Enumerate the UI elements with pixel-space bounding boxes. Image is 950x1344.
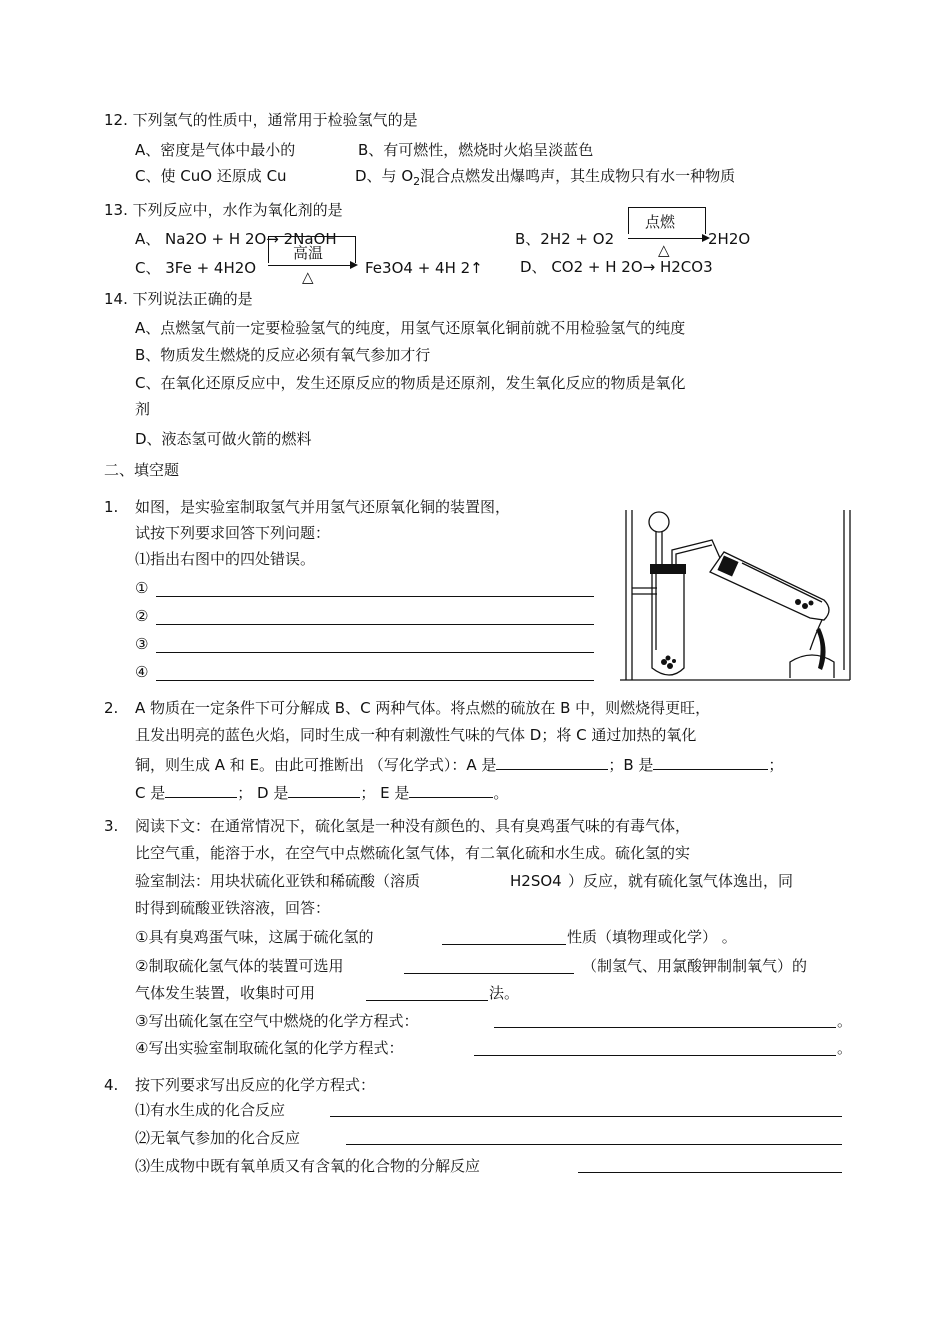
f4-b-answer-line[interactable] — [346, 1144, 842, 1145]
q14-option-d: D、液态氢可做火箭的燃料 — [135, 430, 312, 448]
f3-q2-answer-line[interactable] — [404, 973, 574, 974]
f1-line1: 如图，是实验室制取氢气并用氢气还原氧化铜的装置图， — [135, 498, 511, 516]
q12-stem: 12. 下列氢气的性质中，通常用于检验氢气的是 — [104, 111, 418, 129]
f3-q2-collect: 气体发生装置，收集时可用 — [135, 984, 316, 1002]
f3-q2-prompt: ②制取硫化氢气体的装置可选用 — [135, 957, 344, 975]
section-title: 二、填空题 — [104, 461, 180, 479]
q13-option-a: A、 Na2O + H 2O→ 2NaOH — [135, 230, 337, 248]
f1-mark-3: ③ — [135, 635, 149, 653]
q12-option-b: B、有可燃性，燃烧时火焰呈淡蓝色 — [358, 141, 594, 159]
f3-q3-end: 。 — [837, 1012, 853, 1030]
f2-answer-d[interactable] — [288, 781, 360, 798]
f3-q1-suffix: 性质（填物理或化学） 。 — [567, 928, 737, 946]
f3-line3a: 验室制法：用块状硫化亚铁和稀硫酸（溶质 — [135, 872, 421, 890]
q14-option-c-line1: C、在氧化还原反应中，发生还原反应的物质是还原剂，发生氧化反应的物质是氧化 — [135, 374, 686, 392]
f3-number: 3. — [104, 817, 119, 835]
f1-mark-4: ④ — [135, 663, 149, 681]
q13-option-b-left: B、2H2 + O2 — [515, 230, 615, 248]
f3-formula: H2SO4 — [510, 872, 562, 890]
q13-option-c-left: C、 3Fe + 4H2O — [135, 259, 257, 277]
f3-q2-collect-line[interactable] — [366, 1000, 488, 1001]
q14-option-a: A、点燃氢气前一定要检验氢气的纯度，用氢气还原氧化铜前就不用检验氢气的纯度 — [135, 319, 686, 337]
f2-line1: A 物质在一定条件下可分解成 B、C 两种气体。将点燃的硫放在 B 中，则燃烧得更旺， — [135, 699, 711, 717]
f2-number: 2. — [104, 699, 119, 717]
f3-line2: 比空气重，能溶于水，在空气中点燃硫化氢气体，有二氧化硫和水生成。硫化氢的实 — [135, 844, 691, 862]
f2-line3: 铜，则生成 A 和 E。由此可推断出 （写化学式）：A 是 ；B 是 ； — [135, 753, 783, 775]
f1-number: 1. — [104, 498, 119, 516]
f4-a-answer-line[interactable] — [330, 1116, 842, 1117]
f3-q1-prompt: ①具有臭鸡蛋气味，这属于硫化氢的 — [135, 928, 374, 946]
f3-q3-prompt: ③写出硫化氢在空气中燃烧的化学方程式： — [135, 1012, 419, 1030]
q13-b-arrow — [628, 238, 708, 239]
q13-option-c-right: Fe3O4 + 4H 2↑ — [365, 259, 483, 277]
f3-q4-end: 。 — [837, 1039, 853, 1057]
f2-answer-e[interactable] — [409, 781, 493, 798]
f3-line3c: ）反应，就有硫化氢气体逸出，同 — [568, 872, 794, 890]
f4-number: 4. — [104, 1076, 119, 1094]
f3-q4-answer-line[interactable] — [474, 1055, 836, 1056]
q13-c-condition-bottom: △ — [302, 268, 314, 286]
f1-answer-line-4[interactable] — [156, 680, 594, 681]
f3-q4-prompt: ④写出实验室制取硫化氢的化学方程式： — [135, 1039, 404, 1057]
f2-answer-c[interactable] — [165, 781, 237, 798]
f2-line4: C 是 ； D 是 ； E 是 。 — [135, 781, 508, 803]
f1-line3: ⑴指出右图中的四处错误。 — [135, 550, 316, 568]
q14-stem: 14. 下列说法正确的是 — [104, 290, 253, 308]
f3-line1: 阅读下文：在通常情况下，硫化氢是一种没有颜色的、具有臭鸡蛋气味的有毒气体， — [135, 817, 691, 835]
q12-option-c: C、使 CuO 还原成 Cu — [135, 167, 287, 185]
f4-a-prompt: ⑴有水生成的化合反应 — [135, 1101, 286, 1119]
q13-option-b-right: 2H2O — [708, 230, 751, 248]
q13-stem: 13. 下列反应中，水作为氧化剂的是 — [104, 201, 343, 219]
f1-mark-1: ① — [135, 579, 149, 597]
f1-answer-line-3[interactable] — [156, 652, 594, 653]
q12-option-d: D、与 $O_2$混合点燃发出爆鸣声，其生成物只有水一种物质 — [355, 167, 736, 188]
q13-b-condition-bottom: △ — [658, 241, 670, 259]
q14-option-c-line2: 剂 — [135, 400, 151, 418]
f1-line2: 试按下列要求回答下列问题： — [135, 524, 331, 542]
f3-line4: 时得到硫酸亚铁溶液，回答： — [135, 899, 331, 917]
f4-c-prompt: ⑶生成物中既有氧单质又有含氧的化合物的分解反应 — [135, 1157, 481, 1175]
f3-q2-method: 法。 — [489, 984, 520, 1002]
q14-option-b: B、物质发生燃烧的反应必须有氧气参加才行 — [135, 346, 431, 364]
f4-c-answer-line[interactable] — [578, 1172, 842, 1173]
hydrogen-apparatus-diagram — [612, 500, 857, 685]
f1-mark-2: ② — [135, 607, 149, 625]
q13-option-d: D、 CO2 + H 2O→ H2CO3 — [520, 258, 713, 276]
f2-answer-b[interactable] — [653, 753, 768, 770]
f3-q2-suffix: （制氢气、用氯酸钾制制氧气）的 — [582, 957, 808, 975]
q13-b-condition-top: 点燃 — [645, 213, 676, 231]
f2-answer-a[interactable] — [496, 753, 608, 770]
f4-b-prompt: ⑵无氧气参加的化合反应 — [135, 1129, 301, 1147]
f2-line2: 且发出明亮的蓝色火焰，同时生成一种有刺激性气味的气体 D；将 C 通过加热的氧化 — [135, 726, 697, 744]
f1-answer-line-2[interactable] — [156, 624, 594, 625]
q12-option-a: A、密度是气体中最小的 — [135, 141, 296, 159]
q13-c-condition-top: 高温 — [293, 244, 324, 262]
f4-line1: 按下列要求写出反应的化学方程式： — [135, 1076, 376, 1094]
f1-answer-line-1[interactable] — [156, 596, 594, 597]
f3-q1-answer-line[interactable] — [442, 944, 566, 945]
f3-q3-answer-line[interactable] — [494, 1027, 836, 1028]
q13-c-arrow — [268, 265, 356, 266]
